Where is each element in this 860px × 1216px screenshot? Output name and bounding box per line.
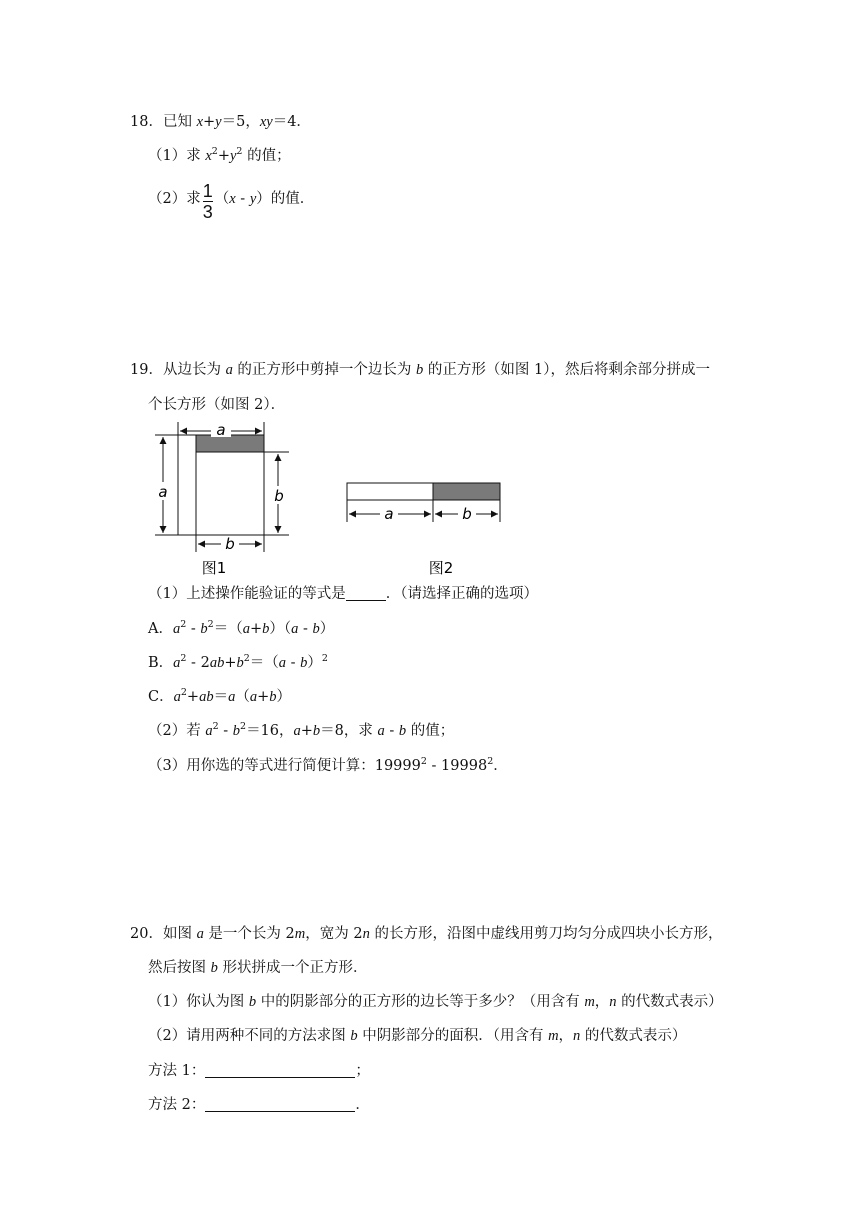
fig2-label-b: b xyxy=(462,505,472,523)
q18-number: 18． xyxy=(130,114,163,130)
q19-option-a: A．$a^2 - b^2=(a+b)(a - b)$ xyxy=(148,619,335,637)
fig2-label-a: a xyxy=(384,505,394,523)
q20-method2: 方法 2： ． xyxy=(148,1097,370,1113)
fig1-cut-square-shaded xyxy=(196,435,264,452)
fig1-label-b-right: b xyxy=(274,487,284,505)
method1-answer-blank[interactable] xyxy=(205,1063,355,1078)
figure-1 xyxy=(145,418,305,580)
fig1-label-a-top: a xyxy=(216,421,226,439)
q19-option-b: B．$a^2 - 2ab+b^2=(a - b)^2$ xyxy=(148,653,328,671)
q20-part1: （1）你认为图 b 中的阴影部分的正方形的边长等于多少？（用含有 m，n 的代数式表示） xyxy=(148,994,723,1010)
fig1-label-b-bottom: b xyxy=(225,535,235,553)
q18-part1: （1）求 $x^2+y^2$ 的值； xyxy=(148,146,291,164)
fig2-rect-a xyxy=(347,483,433,500)
q18-part2: （2）求 $\frac{1}{3}$ （x - y）的值． xyxy=(148,181,315,222)
q19-option-c: C．$a^2+ab=a(a+b)$ xyxy=(148,687,291,705)
q19-part3: （3）用你选的等式进行简便计算：19999$^2$ - 19998$^2$． xyxy=(148,756,508,774)
figure-2 xyxy=(340,470,510,580)
q19-stem-line1: 19．从边长为 a 的正方形中剪掉一个边长为 b 的正方形（如图 1），然后将剩余部分拼成一 xyxy=(130,362,710,378)
q20-stem-line1: 20．如图 a 是一个长为 2m，宽为 2n 的长方形，沿图中虚线用剪刀均匀分成四块小长方形， xyxy=(130,926,723,942)
q18-stem: 18．已知 x+y＝5，xy＝4． xyxy=(130,114,311,130)
q20-stem-line2: 然后按图 b 形状拼成一个正方形． xyxy=(148,960,368,976)
q20-method1: 方法 1： ； xyxy=(148,1063,370,1079)
one-third-fraction: $\frac{1}{3}$ xyxy=(202,181,213,222)
q20-part2: （2）请用两种不同的方法求图 b 中阴影部分的面积．（用含有 m，n 的代数式表示） xyxy=(148,1028,687,1044)
q19-part2: （2）若 $a^2 - b^2=16$，a+b＝8，求 a - b 的值； xyxy=(148,721,455,739)
fig1-caption: 图1 xyxy=(201,559,227,577)
q19-number: 19． xyxy=(130,362,163,378)
q19-stem-line2: 个长方形（如图 2）． xyxy=(148,397,286,413)
q20-number: 20． xyxy=(130,926,163,942)
fig2-rect-b-shaded xyxy=(433,483,500,500)
fig1-label-a-left: a xyxy=(158,483,168,501)
fig2-caption: 图2 xyxy=(428,559,454,577)
q19-part1: （1）上述操作能验证的等式是 ．（请选择正确的选项） xyxy=(148,586,538,602)
method2-answer-blank[interactable] xyxy=(205,1097,355,1112)
answer-blank[interactable] xyxy=(346,586,386,601)
